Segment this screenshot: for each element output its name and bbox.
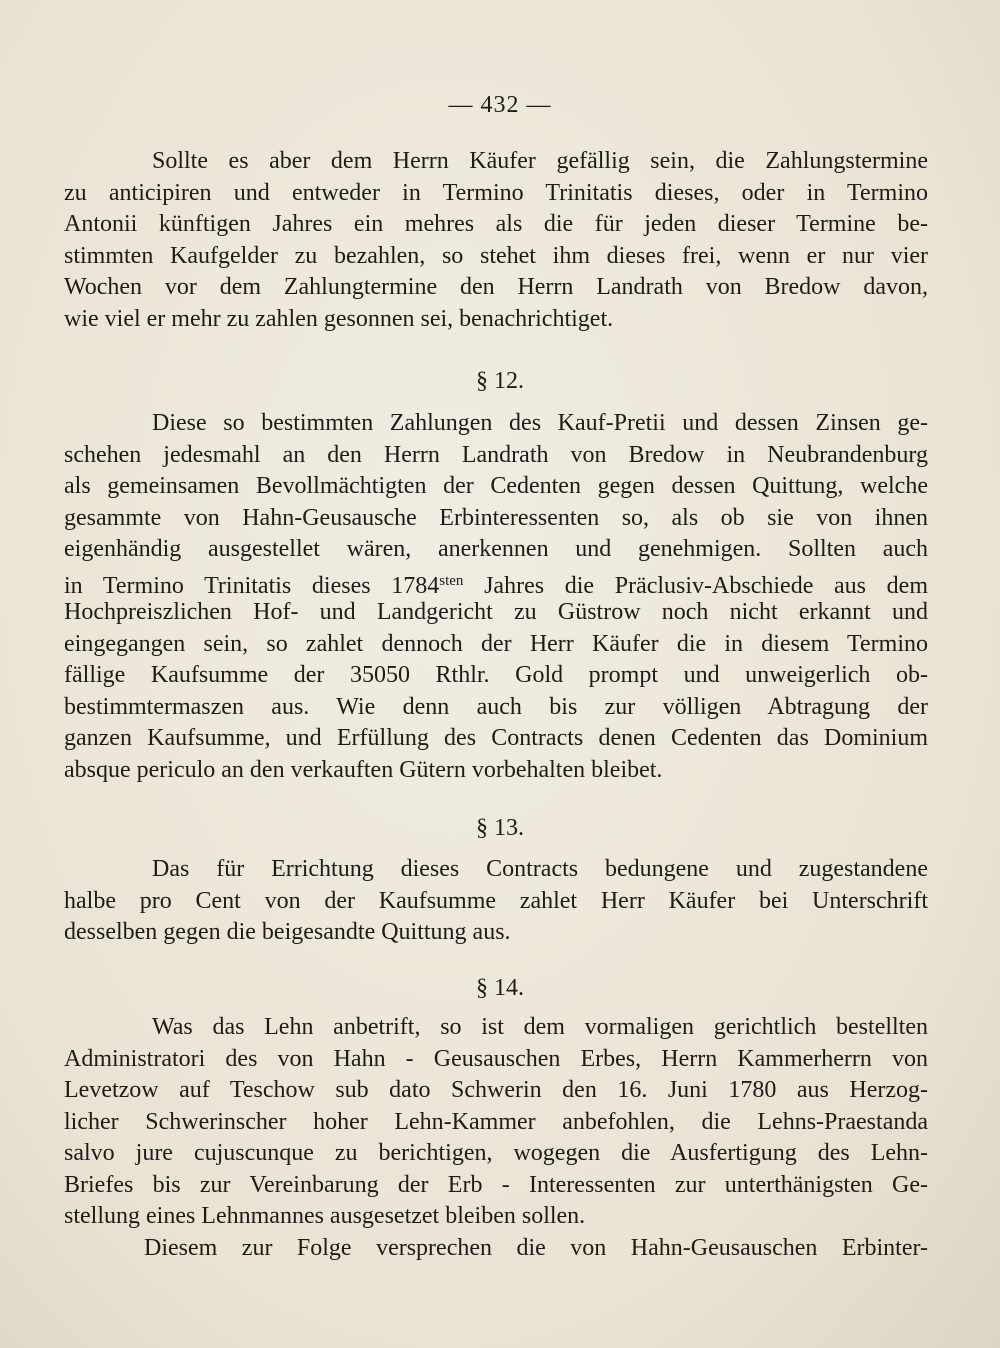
text-line: Administratori des von Hahn - Geusauschen Erbes, Herrn Kammerherrn von — [64, 1045, 928, 1072]
section-heading-13: § 13. — [476, 815, 524, 841]
paragraph-section-13 — [64, 854, 928, 949]
text-line: halbe pro Cent von der Kaufsumme zahlet Herr Käufer bei Unterschrift — [64, 887, 928, 914]
text-line: Wochen vor dem Zahlungtermine den Herrn Landrath von Bredow davon, — [64, 274, 928, 300]
text-line: als gemeinsamen Bevollmächtigten der Cedenten gegen dessen Quittung, welche — [64, 473, 928, 499]
text-line-with-superscript — [64, 566, 928, 598]
section-heading-12: § 12. — [476, 368, 524, 394]
superscript-sten: sten — [439, 572, 464, 589]
text-line: ganzen Kaufsumme, und Erfüllung des Contracts denen Cedenten das Dominium — [64, 725, 928, 751]
text-line: Diese so bestimmten Zahlungen des Kauf-Pretii und dessen Zinsen ge- — [152, 410, 928, 436]
text-line: absque periculo an den verkauften Gütern vorbehalten bleibet. — [64, 756, 663, 783]
text-line: Levetzow auf Teschow sub dato Schwerin den 16. Juni 1780 aus Herzog- — [64, 1077, 928, 1103]
section-heading-14: § 14. — [476, 975, 524, 1001]
text-segment: Jahres die Präclusiv-Abschiede aus dem — [463, 572, 928, 599]
text-line: Das für Errichtung dieses Contracts bedungene und zugestandene — [152, 856, 928, 882]
paragraph-payment-anticipation — [64, 146, 928, 335]
text-line: eingegangen sein, so zahlet dennoch der Herr Käufer die in diesem Termino — [64, 630, 928, 657]
text-line: wie viel er mehr zu zahlen gesonnen sei, benachrichtiget. — [64, 305, 614, 332]
text-line: Was das Lehn anbetrift, so ist dem vormaligen gerichtlich bestellten — [152, 1014, 928, 1040]
text-line: zu anticipiren und entweder in Termino Trinitatis dieses, oder in Termino — [64, 179, 928, 206]
text-line: bestimmtermaszen aus. Wie denn auch bis zur völligen Abtragung der — [64, 693, 928, 720]
text-line: gesammte von Hahn-Geusausche Erbinteressenten so, als ob sie von ihnen — [64, 504, 928, 531]
text-line: stimmten Kaufgelder zu bezahlen, so stehet ihm dieses frei, wenn er nur vier — [64, 242, 928, 269]
text-line: Briefes bis zur Vereinbarung der Erb - Interessenten zur unterthänigsten Ge- — [64, 1171, 928, 1198]
text-line: stellung eines Lehnmannes ausgesetzet bleiben sollen. — [64, 1203, 586, 1229]
text-line: schehen jedesmahl an den Herrn Landrath von Bredow in Neubrandenburg — [64, 441, 928, 468]
text-line: desselben gegen die beigesandte Quittung aus. — [64, 919, 511, 945]
text-line: Diesem zur Folge versprechen die von Hahn-Geusauschen Erbinter- — [144, 1234, 928, 1261]
text-line: Hochpreiszlichen Hof- und Landgericht zu Güstrow noch nicht erkannt und — [64, 599, 928, 625]
text-line: fällige Kaufsumme der 35050 Rthlr. Gold prompt und unweigerlich ob- — [64, 662, 928, 688]
paragraph-section-14 — [64, 1012, 928, 1264]
text-line: eigenhändig ausgestellet wären, anerkennen und genehmigen. Sollten auch — [64, 536, 928, 562]
page-number: — 432 — — [448, 92, 552, 118]
text-line: Antonii künftigen Jahres ein mehres als die für jeden dieser Termine be- — [64, 211, 928, 237]
text-line: salvo jure cujuscunque zu berichtigen, wogegen die Ausfertigung des Lehn- — [64, 1140, 928, 1166]
text-line: Sollte es aber dem Herrn Käufer gefällig sein, die Zahlungstermine — [152, 148, 928, 174]
text-segment: in Termino Trinitatis dieses 1784 — [64, 572, 440, 599]
text-line: licher Schwerinscher hoher Lehn-Kammer anbefohlen, die Lehns-Praestanda — [64, 1108, 928, 1135]
paragraph-section-12 — [64, 408, 928, 786]
